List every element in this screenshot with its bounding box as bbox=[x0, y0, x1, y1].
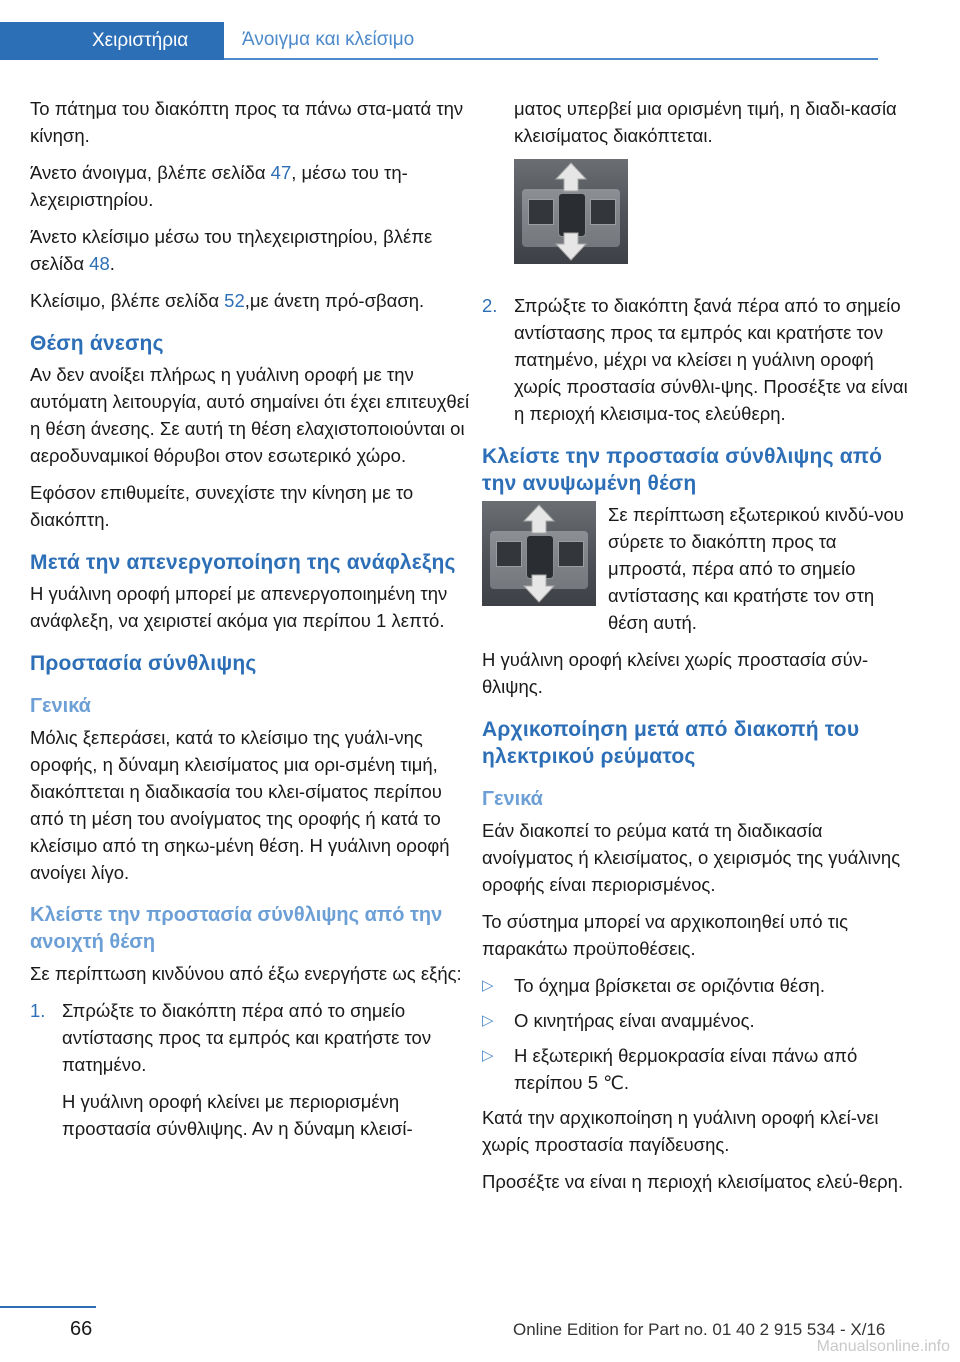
text: Άνετο άνοιγμα, βλέπε σελίδα bbox=[30, 162, 271, 183]
heading-close-from-raised: Κλείστε την προστασία σύνθλιψης από την ανυψωμένη θέση bbox=[482, 445, 883, 495]
text: , μέσω του τη-λεχειριστηρίου. bbox=[30, 162, 408, 210]
heading-after-ignition-off: Μετά την απενεργοποίηση της ανάφλεξης bbox=[30, 551, 456, 574]
up-down-arrow-icon bbox=[514, 159, 628, 264]
heading-comfort-position: Θέση άνεσης bbox=[30, 332, 164, 355]
step-2 bbox=[482, 292, 912, 427]
paragraph: Το πάτημα του διακόπτη προς τα πάνω στα-ματά την κίνηση. bbox=[30, 98, 464, 146]
paragraph bbox=[30, 287, 470, 314]
paragraph: Εφόσον επιθυμείτε, συνεχίστε την κίνηση με το διακόπτη. bbox=[30, 482, 414, 530]
raised-block bbox=[482, 501, 912, 636]
step-1 bbox=[30, 997, 470, 1142]
list-item bbox=[482, 972, 912, 999]
paragraph: Εάν διακοπεί το ρεύμα κατά τη διαδικασία ανοίγματος ή κλεισίματος, ο χειρισμός της γυάλινης οροφής είναι περιορισμένος. bbox=[482, 820, 901, 895]
step-body bbox=[62, 997, 470, 1142]
step-text: Σπρώξτε το διακόπτη πέρα από το σημείο αντίστασης προς τα εμπρός και κρατήστε τον πατημένο. bbox=[62, 1000, 432, 1075]
subheading-general: Γενικά bbox=[30, 695, 91, 717]
step-note: Η γυάλινη οροφή κλείνει με περιορισμένη προστασία σύνθλιψης. Αν η δύναμη κλεισί- bbox=[62, 1091, 413, 1139]
heading-pinch-protection: Προστασία σύνθλιψης bbox=[30, 652, 257, 675]
up-down-arrow-icon bbox=[482, 501, 596, 606]
page-link[interactable]: 47 bbox=[270, 162, 292, 183]
list-item bbox=[482, 1042, 912, 1096]
section-tab[interactable]: Χειριστήρια bbox=[0, 22, 224, 60]
paragraph: Προσέξτε να είναι η περιοχή κλεισίματος ελεύ-θερη. bbox=[482, 1171, 904, 1192]
paragraph: Το σύστημα μπορεί να αρχικοποιηθεί υπό τις παρακάτω προϋποθέσεις. bbox=[482, 911, 849, 959]
text: . bbox=[109, 253, 115, 274]
paragraph: Η γυάλινη οροφή κλείνει χωρίς προστασία σύν-θλιψης. bbox=[482, 649, 869, 697]
text: Άνετο κλείσιμο μέσω του τηλεχειριστηρίου, βλέπε σελίδα bbox=[30, 226, 433, 274]
page-number: 66 bbox=[70, 1318, 93, 1340]
paragraph bbox=[30, 159, 470, 213]
chapter-tab[interactable]: Άνοιγμα και κλείσιμο bbox=[224, 22, 878, 60]
edition-note: Online Edition for Part no. 01 40 2 915 534 - X/16 bbox=[513, 1320, 886, 1339]
paragraph: Σε περίπτωση εξωτερικού κινδύ-νου σύρετε το διακόπτη προς τα μπροστά, πέρα από το σημείο αντίστασης και κρατήστε τον στη θέση αυτή. bbox=[608, 504, 904, 633]
triangle-bullet-icon: ▷ bbox=[482, 1012, 494, 1029]
step-number: 2. bbox=[482, 295, 498, 316]
text: ,με άνετη πρό-σβαση. bbox=[244, 290, 425, 311]
paragraph: Αν δεν ανοίξει πλήρως η γυάλινη οροφή με την αυτόματη λειτουργία, αυτό σημαίνει ότι έχει επιτευχθεί η θέση άνεσης. Σε αυτή τη θέση ελαχιστοποιούνται οι αεροδυναμικοί θόρυβοι στον εσωτερικό χώρο. bbox=[30, 364, 470, 466]
list-item-text: Ο κινητήρας είναι αναμμένος. bbox=[514, 1010, 755, 1031]
step-text: Σπρώξτε το διακόπτη ξανά πέρα από το σημείο αντίστασης προς τα εμπρός και κρατήστε τον πατημένο, μέχρι να κλείσει η γυάλινη οροφή χωρίς προστασία σύνθλι-ψης. Προσέξτε να είναι η περιοχή κλεισιμα-τος ελεύθερη. bbox=[514, 295, 908, 424]
subheading-general: Γενικά bbox=[482, 788, 543, 810]
switch-photo bbox=[514, 159, 628, 264]
right-column bbox=[482, 95, 912, 1205]
subheading-close-from-open: Κλείστε την προστασία σύνθλιψης από την ανοιχτή θέση bbox=[30, 904, 443, 953]
paragraph: Μόλις ξεπεράσει, κατά το κλείσιμο της γυάλι-νης οροφής, η δύναμη κλεισίματος μια ορι-σμένη τιμή, διακόπτεται η διαδικασία του κλει-σίματος περίπου από τη μέση του ανοίγματος της οροφής ή κατά το κλείσιμο από τη σηκω-μένη θέση. Η γυάλινη οροφή ανοίγει λίγο. bbox=[30, 727, 450, 883]
triangle-bullet-icon: ▷ bbox=[482, 1047, 494, 1064]
list-item bbox=[482, 1007, 912, 1034]
triangle-bullet-icon: ▷ bbox=[482, 977, 494, 994]
step-note-continued: ματος υπερβεί μια ορισμένη τιμή, η διαδι-κασία κλεισίματος διακόπτεται. bbox=[514, 98, 897, 146]
paragraph: Σε περίπτωση κινδύνου από έξω ενεργήστε ως εξής: bbox=[30, 963, 462, 984]
page-link[interactable]: 48 bbox=[89, 253, 110, 274]
step-number: 1. bbox=[30, 1000, 46, 1021]
heading-init-after-power-cut: Αρχικοποίηση μετά από διακοπή του ηλεκτρικού ρεύματος bbox=[482, 718, 860, 768]
left-column bbox=[30, 95, 470, 1152]
header bbox=[0, 22, 878, 60]
page-link[interactable]: 52 bbox=[224, 290, 245, 311]
step-1-continued bbox=[482, 95, 912, 282]
list-item-text: Η εξωτερική θερμοκρασία είναι πάνω από περίπου 5 ℃. bbox=[514, 1045, 858, 1093]
text: Κλείσιμο, βλέπε σελίδα bbox=[30, 290, 225, 311]
watermark: Manualsonline.info bbox=[816, 1338, 950, 1355]
paragraph: Η γυάλινη οροφή μπορεί με απενεργοποιημένη την ανάφλεξη, να χειριστεί ακόμα για περίπου 1 λεπτό. bbox=[30, 583, 448, 631]
switch-photo bbox=[482, 501, 596, 606]
paragraph: Κατά την αρχικοποίηση η γυάλινη οροφή κλεί-νει χωρίς προστασία παγίδευσης. bbox=[482, 1107, 879, 1155]
footer-rule bbox=[0, 1306, 96, 1308]
list-item-text: Το όχημα βρίσκεται σε οριζόντια θέση. bbox=[514, 975, 825, 996]
paragraph bbox=[30, 223, 470, 277]
